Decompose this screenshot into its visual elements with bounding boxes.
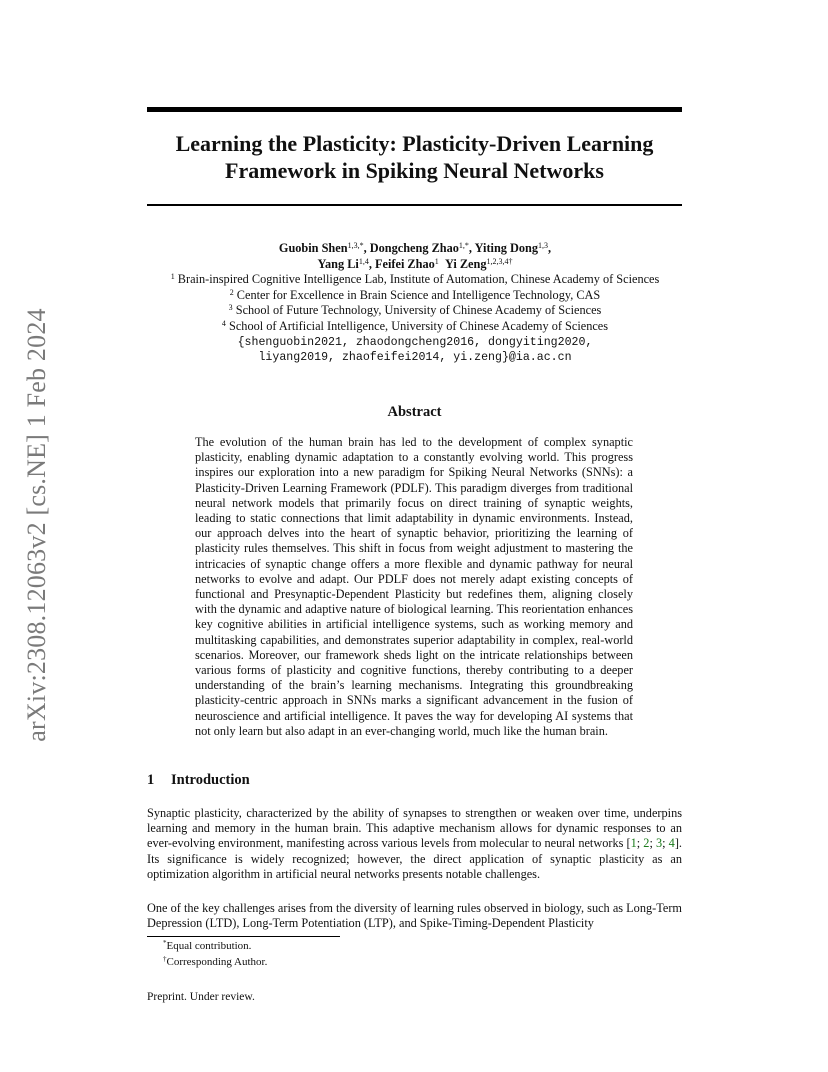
author-affil-mark: 1,4	[358, 256, 369, 266]
citation-link[interactable]: 1	[630, 836, 637, 851]
footnote-rule	[147, 936, 340, 937]
paper-title	[147, 130, 682, 184]
author-affil-mark: 1,2,3,4†	[486, 256, 513, 266]
affiliation-2: $^2$ Center for Excellence in Brain Science and Intelligence Technology, CAS	[229, 287, 601, 302]
section-number: 1	[147, 772, 155, 788]
author-affil-mark: 1,3,*	[347, 241, 364, 250]
preprint-note: Preprint. Under review.	[147, 991, 255, 1003]
citation-link[interactable]: 3	[655, 836, 663, 851]
author-name: Feifei Zhao	[375, 256, 435, 271]
title-line-1: Learning the Plasticity: Plasticity-Driven Learning	[175, 131, 654, 156]
abstract-text: The evolution of the human brain has led to the development of complex synaptic plasticity, enabling dynamic adaptation to a constantly evolving world. This progress inspires our exploration into a new paradigm for Spiking Neural Networks (SNNs): a Plasticity-Driven Learning Framework (PDLF). This paradigm diverges from traditional neural network models that primarily focus on direct training of synaptic weights, leading to static connections that limit adaptability in dynamic environments. Instead, our approach delves into the heart of synaptic behavior, prioritizing the learning of plasticity rules themselves. This shift in focus from weight adjustment to mastering the intricacies of synaptic change offers a more flexible and dynamic pathway for neural networks to evolve and adapt. Our PDLF does not merely adapt existing concepts of functional and Presynaptic-Dependent Plasticity but redefines them, aligning closely with the dynamic and adaptive nature of biological learning. This reorientation enhances key cognitive abilities in artificial intelligence systems, such as working memory and multitasking capabilities, and demonstrates superior adaptability in complex, real-world scenarios. Moreover, our framework sheds light on the intricate relationships between various forms of plasticity and cognitive functions, thereby contributing to a deeper understanding of the brain’s learning mechanisms. Integrating this groundbreaking plasticity-centric approach in SNNs marks a significant advancement in the fusion of neuroscience and artificial intelligence. It paves the way for developing AI systems that not only learn but also adapt in an ever-changing world, much like the human brain.	[195, 435, 633, 738]
email-line-2: liyang2019, zhaofeifei2014, yi.zeng}@ia.ac.cn	[258, 351, 572, 365]
affiliation-4: $^4$ School of Artificial Intelligence, University of Chinese Academy of Sciences	[221, 318, 609, 333]
intro-paragraph-1: Synaptic plasticity, characterized by the ability of synapses to strengthen or weaken over time, underpins learning and memory in the human brain. This adaptive mechanism allows for dynamic responses to an ever-evolving environment, manifesting across various levels from molecular to neural networks [1; 2; 3; 4]. Its significance is widely recognized; however, the direct application of synaptic plasticity as an optimization algorithm in artificial neural networks presents notable challenges.	[147, 806, 682, 881]
author-names-line-1: Guobin Shen$^{1,3,*}$, Dongcheng Zhao$^{1,*}$, Yiting Dong$^{1,3}$,	[278, 241, 552, 255]
author-name: Dongcheng Zhao	[369, 241, 459, 255]
section-heading	[147, 772, 250, 789]
author-names-line-2: Yang Li$^{1,4}$, Feifei Zhao$^1$ Yi Zeng$^{1,2,3,4\dagger}$	[317, 256, 513, 271]
author-block	[100, 241, 730, 366]
footnote-corresponding-author: †Corresponding Author.	[163, 955, 268, 968]
citation-link[interactable]: 4	[668, 836, 675, 851]
author-name: Yiting Dong	[474, 241, 539, 255]
title-top-rule	[147, 107, 682, 112]
title-line-2: Framework in Spiking Neural Networks	[225, 158, 604, 183]
author-name: Yi Zeng	[444, 256, 487, 271]
title-bottom-rule	[147, 204, 682, 206]
section-title: Introduction	[171, 772, 250, 788]
author-affil-mark: 1,*	[458, 241, 469, 250]
footnote-equal-contribution: *Equal contribution.	[163, 939, 252, 952]
author-affil-mark: 1	[434, 256, 439, 266]
arxiv-identifier: arXiv:2308.12063v2 [cs.NE] 1 Feb 2024	[22, 308, 51, 742]
affiliation-3: $^3$ School of Future Technology, University of Chinese Academy of Sciences	[228, 303, 602, 318]
affiliation-1: $^1$ Brain-inspired Cognitive Intelligence Lab, Institute of Automation, Chinese Academy of Sciences	[170, 272, 660, 287]
author-affil-mark: 1,3	[538, 241, 549, 250]
intro-paragraph-2: One of the key challenges arises from the diversity of learning rules observed in biology, such as Long-Term Depression (LTD), Long-Term Potentiation (LTP), and Spike-Timing-Dependent Plasticity	[147, 901, 682, 931]
author-name: Yang Li	[317, 256, 359, 271]
abstract-heading: Abstract	[387, 404, 442, 420]
citation-link[interactable]: 2	[643, 836, 650, 851]
email-line-1: {shenguobin2021, zhaodongcheng2016, dongyiting2020,	[237, 335, 593, 349]
author-name: Guobin Shen	[278, 241, 348, 255]
